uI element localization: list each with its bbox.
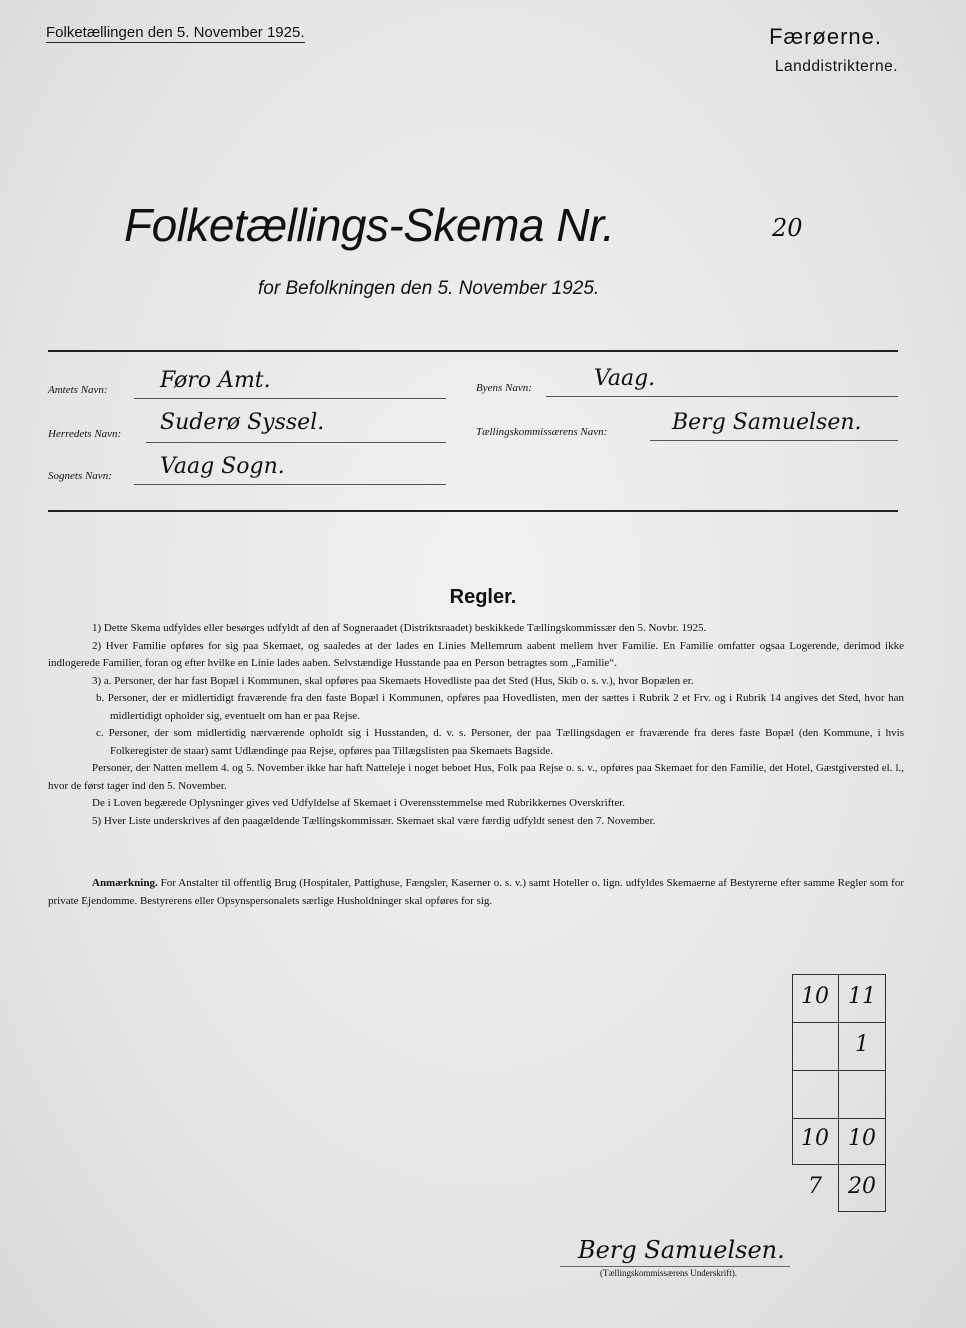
byens-value: Vaag. xyxy=(594,366,656,391)
tally-rule xyxy=(792,1164,886,1165)
tally-cell: 10 xyxy=(801,984,829,1009)
amt-label: Amtets Navn: xyxy=(48,384,108,396)
amt-value: Føro Amt. xyxy=(160,368,271,393)
note-text: For Anstalter til offentlig Brug (Hospitaler, Pattighuse, Fængsler, Kaserner o. s. v.) samt Hoteller o. lign. udfyldes Skemaerne af Bestyrerne efter samme Regler som for private Ejendomme. Bestyrerens eller Opsynspersonalets særlige Husholdninger skal opføres for sig. xyxy=(48,877,905,907)
tally-cell: 7 xyxy=(808,1174,822,1199)
region-header: Færøerne. xyxy=(769,24,882,49)
byens-line xyxy=(546,396,898,397)
tally-rule xyxy=(792,1022,886,1023)
herred-value: Suderø Syssel. xyxy=(160,410,325,435)
rule-5: 5) Hver Liste underskrives af den paagældende Tællingskommissær. Skemaet skal være færdig udfyldt senest den 7. November. xyxy=(92,814,656,827)
divider-top xyxy=(48,350,898,352)
sogn-line xyxy=(134,484,446,485)
tally-rule xyxy=(792,1118,886,1119)
rule-2: 2) Hver Familie opføres for sig paa Skemaet, og saaledes at der lades en Linies Mellemrum aabent mellem hver Familie. En Familie omfatter ogsaa Logerende, derimod ikke indlogerede Familier, foran og efter hvilke en Linie lades aaben. Selvstændige Husstande paa en Person betragtes som „Familie“. xyxy=(48,639,904,669)
tally-cell: 1 xyxy=(855,1032,869,1057)
rule-1: 1) Dette Skema udfyldes eller besørges udfyldt af den af Sogneraadet (Distriktsraadet) beskikkede Tællingskommissær den 5. Novbr. 1925. xyxy=(92,622,707,634)
herred-line xyxy=(146,442,446,443)
sogn-label: Sognets Navn: xyxy=(48,470,112,482)
district-type-header: Landdistrikterne. xyxy=(774,58,898,75)
form-title: Folketællings-Skema Nr. xyxy=(124,199,615,251)
kommissaer-value: Berg Samuelsen. xyxy=(672,410,862,435)
tally-cell: 10 xyxy=(801,1126,829,1151)
rule-3b: b. Personer, der er midlertidigt fraværende fra den faste Bopæl i Kommunen, opføres paa Hovedlisten, men der sættes i Rubrik 2 et Frv. og i Rubrik 14 angives det Sted, hvor han midlertidigt opholder sig, eventuelt om han er paa Rejse. xyxy=(96,692,904,722)
signature-caption: (Tællingskommissærens Underskrift). xyxy=(600,1268,737,1278)
divider-bottom xyxy=(48,510,898,512)
tally-rule xyxy=(792,1070,886,1071)
note-label: Anmærkning. xyxy=(92,877,158,889)
signature-line xyxy=(560,1266,790,1267)
tally-cell: 10 xyxy=(848,1126,876,1151)
tally-cell: 11 xyxy=(848,984,876,1009)
census-date-header: Folketællingen den 5. November 1925. xyxy=(46,24,305,41)
tally-cell: 20 xyxy=(848,1174,876,1199)
kommissaer-line xyxy=(650,440,898,441)
herred-label: Herredets Navn: xyxy=(48,428,122,440)
form-subtitle: for Befolkningen den 5. November 1925. xyxy=(258,278,600,299)
rule-4: De i Loven begærede Oplysninger gives ved Udfyldelse af Skemaet i Overensstemmelse med Rubrikkernes Overskrifter. xyxy=(92,797,626,809)
sogn-value: Vaag Sogn. xyxy=(160,454,285,479)
byens-label: Byens Navn: xyxy=(476,382,532,394)
rules-text xyxy=(48,620,904,830)
amt-line xyxy=(134,398,446,399)
form-number-handwritten: 20 xyxy=(772,214,803,242)
tally-rule xyxy=(792,974,886,975)
rules-heading: Regler. xyxy=(449,586,517,608)
tally-grid xyxy=(792,974,886,1212)
rule-3c: c. Personer, der som midlertidig nærværende opholdt sig i Husstanden, d. v. s. Personer, der paa Tællingsdagen er fraværende fra deres faste Bopæl (den Kommune, i hvis Folkeregister de staar) samt Udlændinge paa Rejse, opføres paa Tillægslisten paa Skemaets Bagside. xyxy=(96,727,904,757)
note-paragraph xyxy=(48,874,904,910)
tally-rule xyxy=(838,1211,886,1212)
signature: Berg Samuelsen. xyxy=(578,1236,785,1264)
rule-3d: Personer, der Natten mellem 4. og 5. November ikke har haft Natteleje i noget beboet Hus, Folk paa Rejse o. s. v., opføres paa Skemaet for den Familie, det Hotel, Gæstgiversted el. l., hvor de først tager ind den 5. November. xyxy=(48,762,904,792)
rule-3a: 3) a. Personer, der har fast Bopæl i Kommunen, skal opføres paa Skemaets Hovedliste paa det Sted (Hus, Skib o. s. v.), hvor Bopælen er. xyxy=(92,674,694,687)
kommissaer-label: Tællingskommissærens Navn: xyxy=(476,426,608,438)
